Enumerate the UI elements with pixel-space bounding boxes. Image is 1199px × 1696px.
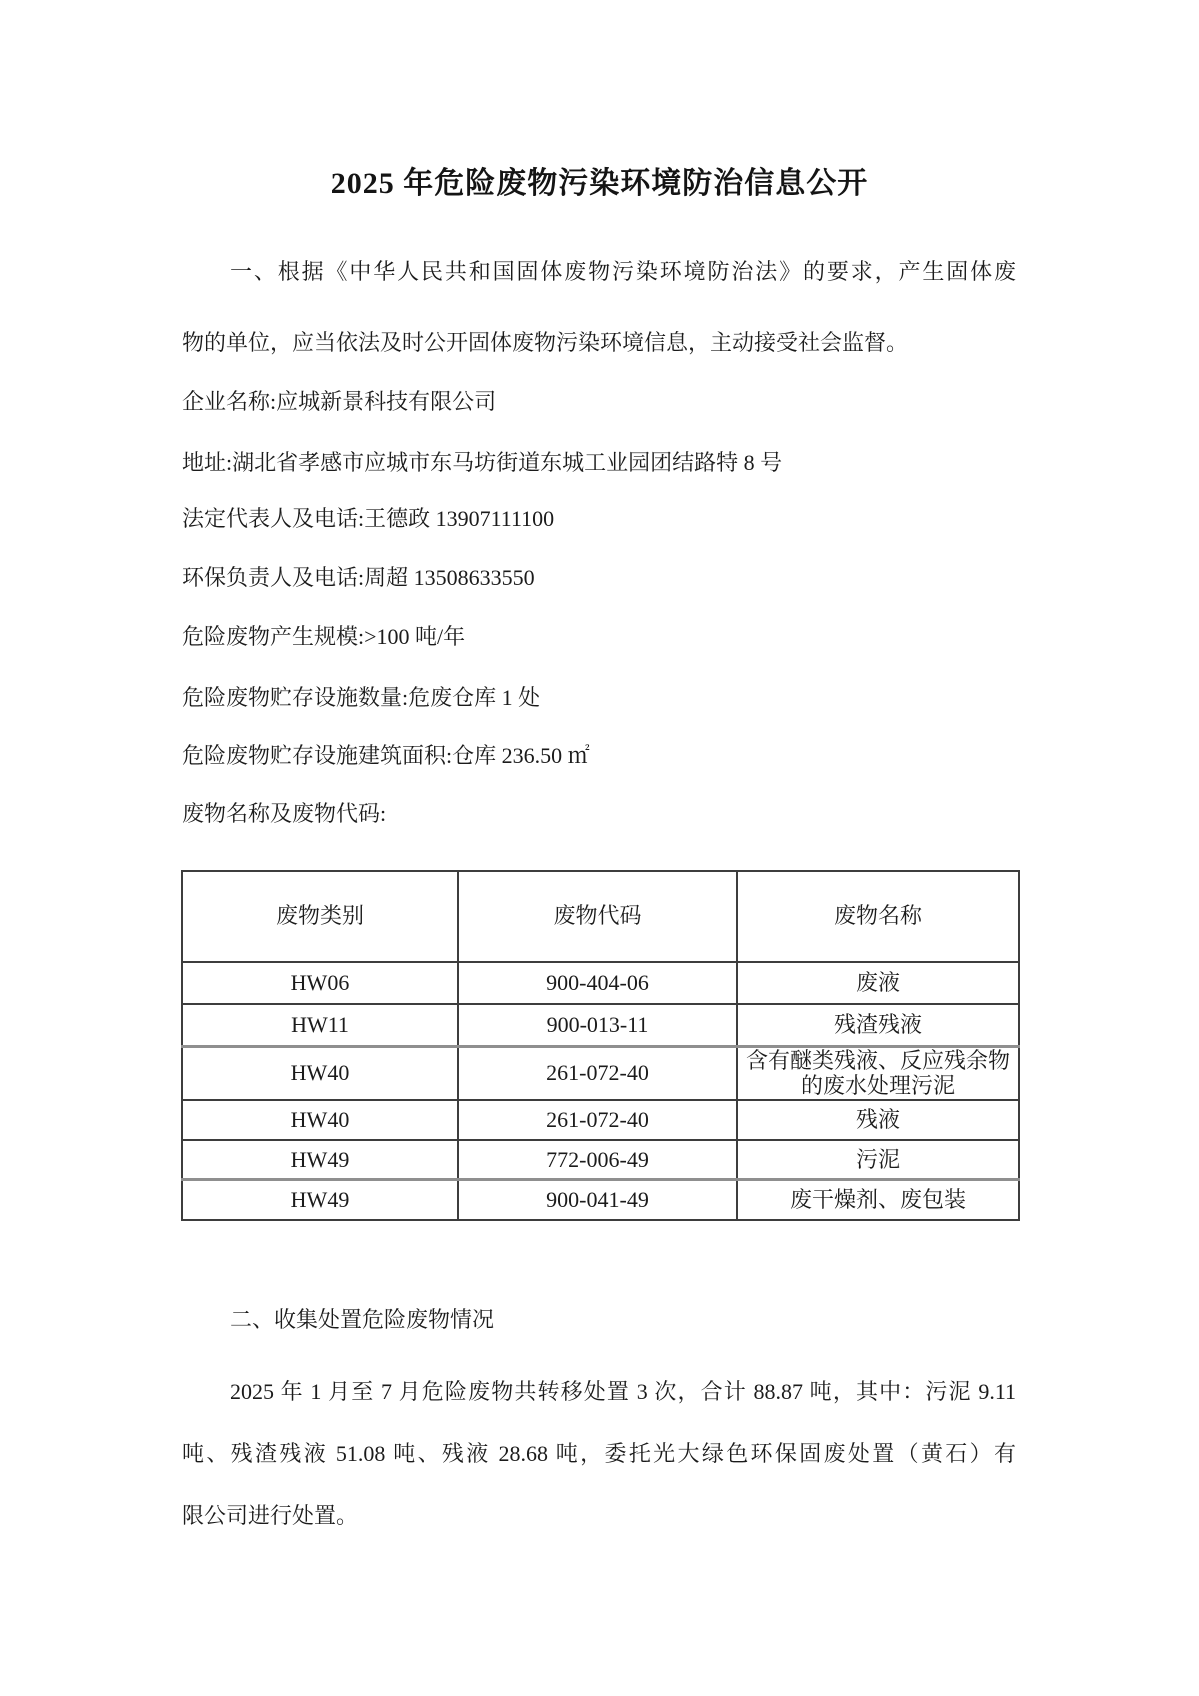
- table-header-category: 废物类别: [182, 871, 458, 962]
- table-cell-code: 261-072-40: [458, 1046, 737, 1100]
- section2-line3: 限公司进行处置。: [182, 1503, 359, 1528]
- table-cell-category: HW11: [182, 1004, 458, 1046]
- table-cell-category: HW49: [182, 1140, 458, 1179]
- waste-code-table: [181, 870, 1020, 1221]
- info-line-storage-count: 危险废物贮存设施数量:危废仓库 1 处: [182, 685, 541, 710]
- table-cell-category: HW40: [182, 1100, 458, 1140]
- table-row: [182, 1140, 1019, 1179]
- table-cell-code: 772-006-49: [458, 1140, 737, 1179]
- table-cell-category: HW40: [182, 1046, 458, 1100]
- table-cell-name: 废干燥剂、废包装: [737, 1179, 1019, 1220]
- table-cell-category: HW49: [182, 1179, 458, 1220]
- info-line-address: 地址:湖北省孝感市应城市东马坊街道东城工业园团结路特 8 号: [182, 450, 783, 475]
- info-line-legal-rep-phone: 法定代表人及电话:王德政 13907111100: [182, 506, 555, 531]
- table-row: [182, 1004, 1019, 1046]
- table-cell-name: 污泥: [737, 1140, 1019, 1179]
- table-cell-name: 残液: [737, 1100, 1019, 1140]
- table-header-row: [182, 871, 1019, 962]
- table-cell-code: 900-404-06: [458, 962, 737, 1004]
- table-cell-category: HW06: [182, 962, 458, 1004]
- table-row: [182, 1100, 1019, 1140]
- table-header-name: 废物名称: [737, 871, 1019, 962]
- info-line-env-officer-phone: 环保负责人及电话:周超 13508633550: [182, 565, 535, 590]
- info-line-waste-scale: 危险废物产生规模:>100 吨/年: [182, 624, 466, 649]
- table-cell-name: 含有醚类残液、反应残余物的废水处理污泥: [737, 1046, 1019, 1100]
- table-row: [182, 1179, 1019, 1220]
- table-cell-code: 900-041-49: [458, 1179, 737, 1220]
- table-header-code: 废物代码: [458, 871, 737, 962]
- section2-line2: 吨、残渣残液 51.08 吨、残液 28.68 吨，委托光大绿色环保固废处置（黄石）有: [182, 1441, 1016, 1466]
- section2-line1: 2025 年 1 月至 7 月危险废物共转移处置 3 次，合计 88.87 吨，其中：污泥 9.11: [230, 1379, 1016, 1404]
- info-line-storage-area: 危险废物贮存设施建筑面积:仓库 236.50 ㎡: [182, 743, 590, 768]
- paragraph1-line2: 物的单位，应当依法及时公开固体废物污染环境信息，主动接受社会监督。: [182, 330, 909, 355]
- table-row: [182, 1046, 1019, 1100]
- doc-title: 2025 年危险废物污染环境防治信息公开: [330, 167, 869, 200]
- info-line-waste-codes-label: 废物名称及废物代码:: [182, 801, 387, 826]
- table-cell-code: 900-013-11: [458, 1004, 737, 1046]
- table-cell-name: 残渣残液: [737, 1004, 1019, 1046]
- table-cell-code: 261-072-40: [458, 1100, 737, 1140]
- section2-heading: 二、收集处置危险废物情况: [230, 1307, 495, 1332]
- paragraph1-line1: 一、根据《中华人民共和国固体废物污染环境防治法》的要求，产生固体废: [230, 259, 1016, 284]
- info-line-company-name: 企业名称:应城新景科技有限公司: [182, 389, 497, 414]
- table-row: [182, 962, 1019, 1004]
- table-cell-name: 废液: [737, 962, 1019, 1004]
